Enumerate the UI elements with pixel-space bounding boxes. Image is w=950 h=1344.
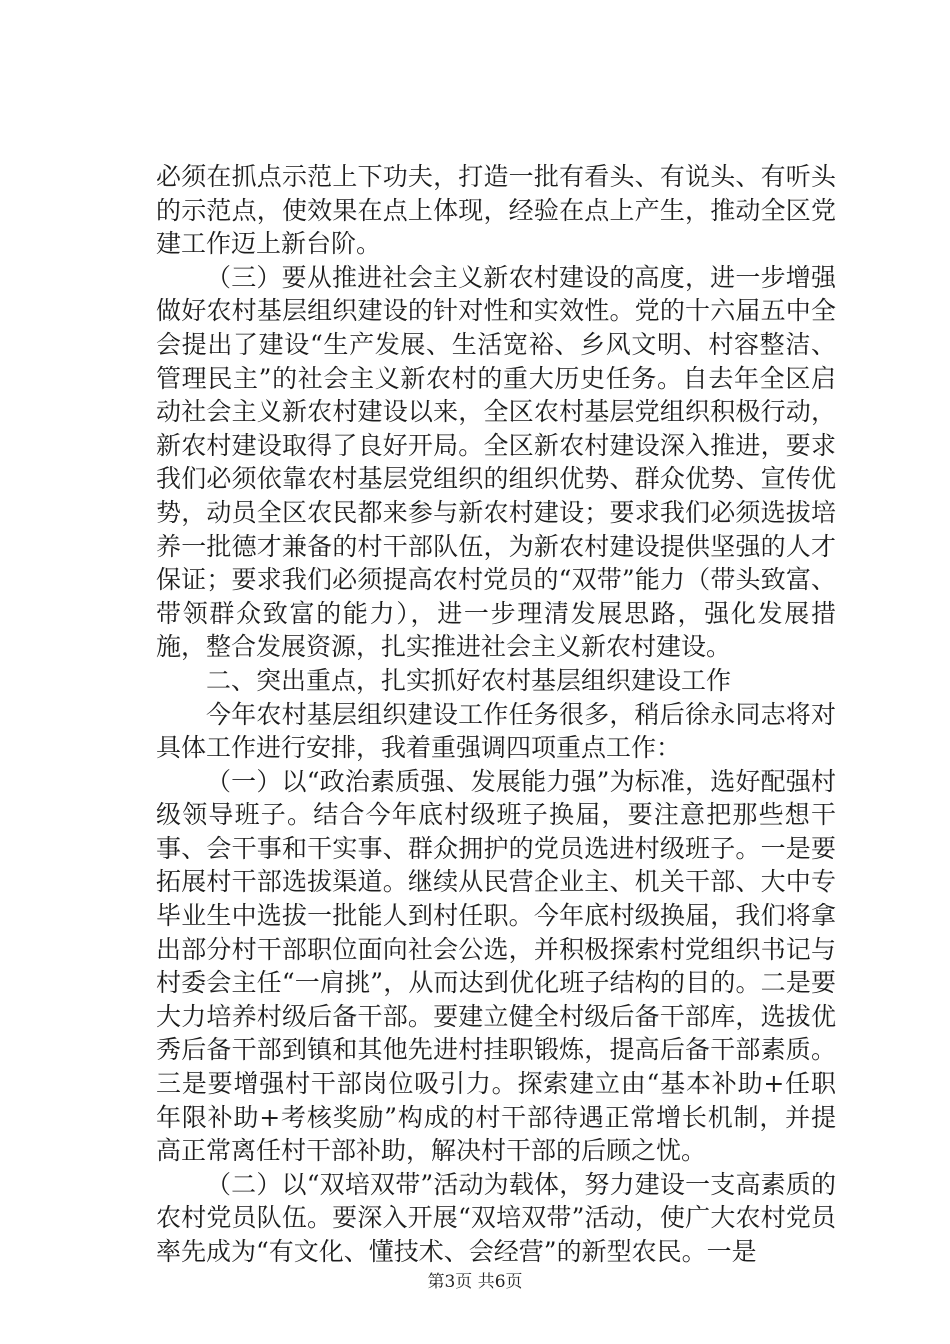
paragraph-section-three: （三）要从推进社会主义新农村建设的高度，进一步增强做好农村基层组织建设的针对性和实效性。党的十六届五中全会提出了建设“生产发展、生活宽裕、乡风文明、村容整洁、管理民主”的社会主义新农村的重大历史任务。自去年全区启动社会主义新农村建设以来，全区农村基层党组织积极行动，新农村建设取得了良好开局。全区新农村建设深入推进，要求我们必须依靠农村基层党组织的组织优势、群众优势、宣传优势，动员全区农民都来参与新农村建设；要求我们必须选拔培养一批德才兼备的村干部队伍，为新农村建设提供坚强的人才保证；要求我们必须提高农村党员的“双带”能力（带头致富、带领群众致富的能力），进一步理清发展思路，强化发展措施，整合发展资源，扎实推进社会主义新农村建设。 <box>156 262 836 662</box>
paragraph-item-one: （一）以“政治素质强、发展能力强”为标准，选好配强村级领导班子。结合今年底村级班子换届，要注意把那些想干事、会干事和干实事、群众拥护的党员选进村级班子。一是要拓展村干部选拔渠道。继续从民营企业主、机关干部、大中专毕业生中选拔一批能人到村任职。今年底村级换届，我们将拿出部分村干部职位面向社会公选，并积极探索村党组织书记与村委会主任“一肩挑”，从而达到优化班子结构的目的。二是要大力培养村级后备干部。要建立健全村级后备干部库，选拔优秀后备干部到镇和其他先进村挂职锻炼，提高后备干部素质。三是要增强村干部岗位吸引力。探索建立由“基本补助+任职年限补助+考核奖励”构成的村干部待遇正常增长机制，并提高正常离任村干部补助，解决村干部的后顾之忧。 <box>156 766 836 1166</box>
page-number-footer: 第3页 共6页 <box>427 1272 523 1292</box>
document-body <box>156 160 836 1269</box>
paragraph-continuation: 必须在抓点示范上下功夫，打造一批有看头、有说头、有听头的示范点，使效果在点上体现，经验在点上产生，推动全区党建工作迈上新台阶。 <box>156 162 836 259</box>
section-heading-two: 二、突出重点，扎实抓好农村基层组织建设工作 <box>206 665 732 695</box>
paragraph-item-two: （二）以“双培双带”活动为载体，努力建设一支高素质的农村党员队伍。要深入开展“双培双带”活动，使广大农村党员率先成为“有文化、懂技术、会经营”的新型农民。一是 <box>156 1169 836 1266</box>
paragraph-intro: 今年农村基层组织建设工作任务很多，稍后徐永同志将对具体工作进行安排，我着重强调四项重点工作： <box>156 699 836 763</box>
